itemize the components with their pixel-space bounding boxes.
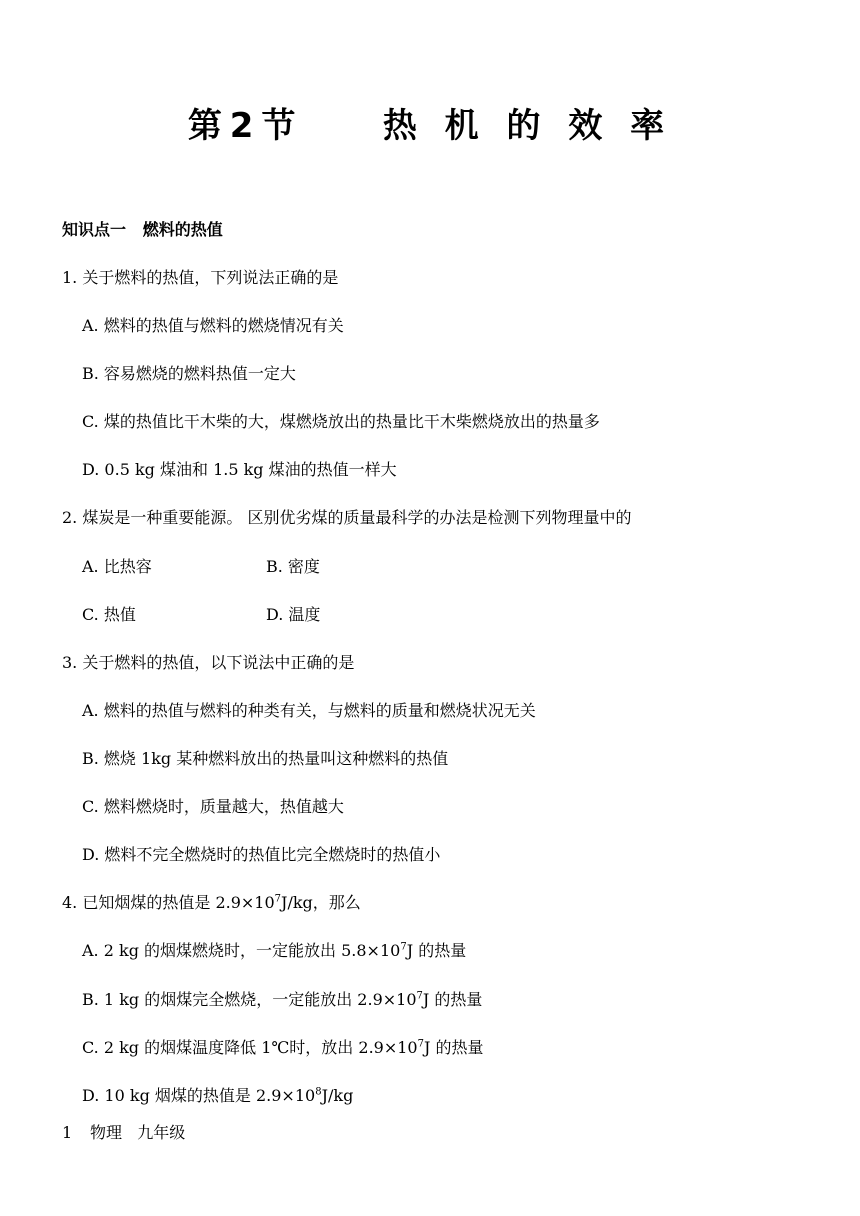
question-4-option-b — [82, 988, 482, 1012]
question-3-option-b: B. 燃烧 1kg 某种燃料放出的热量叫这种燃料的热值 — [82, 749, 449, 768]
footer-subject: 物理 九年级 — [90, 1123, 186, 1142]
question-4-option-a-post: J 的热量 — [406, 941, 467, 960]
question-4-option-a — [82, 939, 466, 963]
question-4-option-a-exponent: 7 — [400, 941, 407, 953]
question-3-option-a: A. 燃料的热值与燃料的种类有关，与燃料的质量和燃烧状况无关 — [82, 701, 536, 720]
question-2-option-a: A. 比热容 — [82, 557, 152, 576]
question-4-option-c — [82, 1036, 484, 1060]
question-3-option-c: C. 燃料燃烧时，质量越大，热值越大 — [82, 797, 344, 816]
question-4-option-d-pre: D. 10 kg 烟煤的热值是 2.9×10 — [82, 1086, 316, 1105]
question-1-option-b: B. 容易燃烧的燃料热值一定大 — [82, 364, 296, 383]
question-4-stem-post: J/kg，那么 — [281, 893, 361, 912]
question-1-stem: 1. 关于燃料的热值，下列说法正确的是 — [62, 268, 339, 287]
question-1-option-a: A. 燃料的热值与燃料的燃烧情况有关 — [82, 316, 344, 335]
question-4-option-d-exponent: 8 — [315, 1086, 322, 1098]
question-4-option-b-exponent: 7 — [416, 990, 423, 1002]
question-4-option-d-post: J/kg — [321, 1086, 354, 1105]
question-2-option-b: B. 密度 — [266, 557, 320, 576]
page-number: 1 — [62, 1123, 73, 1142]
question-3-stem: 3. 关于燃料的热值，以下说法中正确的是 — [62, 653, 355, 672]
question-4-option-b-pre: B. 1 kg 的烟煤完全燃烧，一定能放出 2.9×10 — [82, 990, 417, 1009]
question-2-option-c: C. 热值 — [82, 605, 136, 624]
question-4-option-c-pre: C. 2 kg 的烟煤温度降低 1℃时，放出 2.9×10 — [82, 1038, 418, 1057]
page-footer — [62, 1121, 185, 1145]
question-4-stem — [62, 891, 361, 915]
question-4-option-d — [82, 1084, 353, 1108]
question-2-stem: 2. 煤炭是一种重要能源。 区别优劣煤的质量最科学的办法是检测下列物理量中的 — [62, 508, 632, 527]
page-title: 第2节 热 机 的 效 率 — [187, 106, 673, 146]
section-heading: 知识点一 燃料的热值 — [62, 220, 223, 239]
question-4-option-b-post: J 的热量 — [422, 990, 483, 1009]
question-4-option-c-post: J 的热量 — [423, 1038, 484, 1057]
question-4-stem-pre: 4. 已知烟煤的热值是 2.9×10 — [62, 893, 275, 912]
question-3-option-d: D. 燃料不完全燃烧时的热值比完全燃烧时的热值小 — [82, 845, 441, 864]
question-1-option-c: C. 煤的热值比干木柴的大，煤燃烧放出的热量比干木柴燃烧放出的热量多 — [82, 412, 600, 431]
question-4-option-c-exponent: 7 — [417, 1038, 424, 1050]
question-2-option-d: D. 温度 — [266, 605, 321, 624]
question-1-option-d: D. 0.5 kg 煤油和 1.5 kg 煤油的热值一样大 — [82, 460, 397, 479]
question-4-stem-exponent: 7 — [274, 893, 282, 905]
question-4-option-a-pre: A. 2 kg 的烟煤燃烧时，一定能放出 5.8×10 — [82, 941, 401, 960]
